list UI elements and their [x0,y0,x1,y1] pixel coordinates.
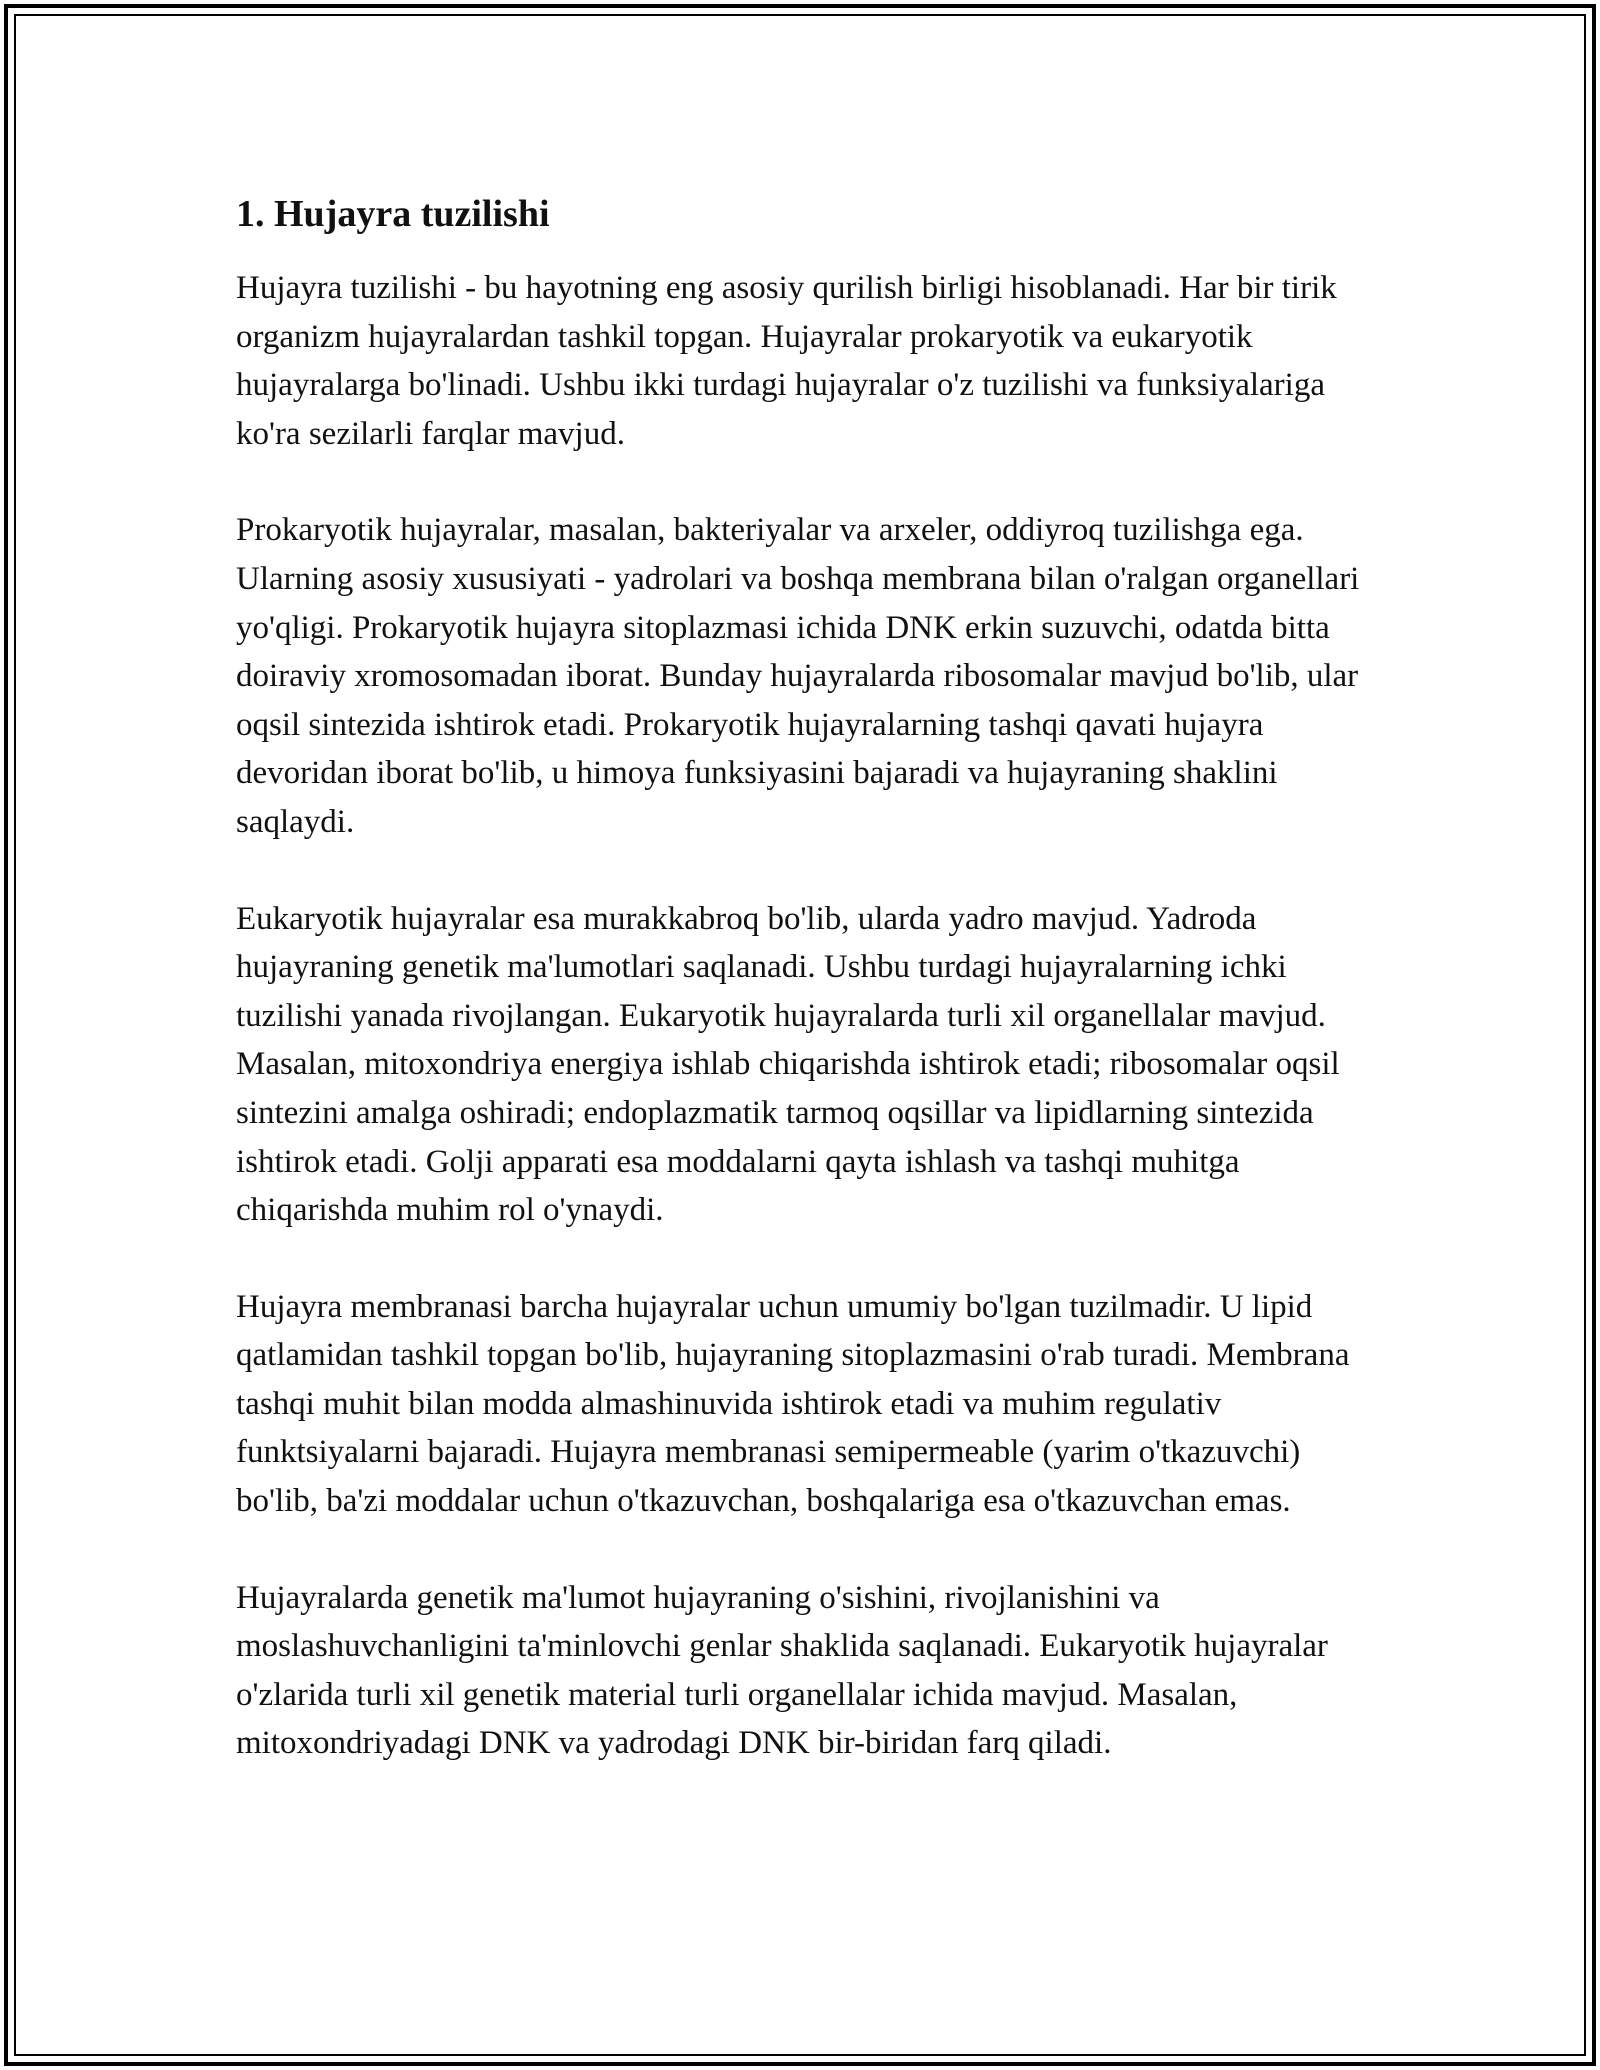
paragraph-membrane: Hujayra membranasi barcha hujayralar uchun umumiy bo'lgan tuzilmadir. U lipid qatlamidan tashkil topgan bo'lib, hujayraning sitoplazmasini o'rab turadi. Membrana tashqi muhit bilan modda almashinuvida ishtirok etadi va muhim regulativ funktsiyalarni bajaradi. Hujayra membranasi semipermeable (yarim o'tkazuvchi) bo'lib, ba'zi moddalar uchun o'tkazuvchan, boshqalariga esa o'tkazuvchan emas. [236,1288,1350,1520]
document-body [236,186,1376,1816]
paragraph-intro: Hujayra tuzilishi - bu hayotning eng asosiy qurilish birligi hisoblanadi. Har bir tirik organizm hujayralardan tashkil topgan. Hujayralar prokaryotik va eukaryotik hujayralarga bo'linadi. Ushbu ikki turdagi hujayralar o'z tuzilishi va funksiyalariga ko'ra sezilarli farqlar mavjud. [236,270,1337,452]
section-title: 1. Hujayra tuzilishi [236,193,550,235]
paragraph-prokaryotic: Prokaryotik hujayralar, masalan, bakteriyalar va arxeler, oddiyroq tuzilishga ega. Ularning asosiy xususiyati - yadrolari va boshqa membrana bilan o'ralgan organellari yo'qligi. Prokaryotik hujayra sitoplazmasi ichida DNK erkin suzuvchi, odatda bitta doiraviy xromosomadan iborat. Bunday hujayralarda ribosomalar mavjud bo'lib, ular oqsil sintezida ishtirok etadi. Prokaryotik hujayralarning tashqi qavati hujayra devoridan iborat bo'lib, u himoya funksiyasini bajaradi va hujayraning shaklini saqlaydi. [236,512,1360,840]
paragraph-genetic: Hujayralarda genetik ma'lumot hujayraning o'sishini, rivojlanishini va moslashuvchanligini ta'minlovchi genlar shaklida saqlanadi. Eukaryotik hujayralar o'zlarida turli xil genetik material turli organellalar ichida mavjud. Masalan, mitoxondriyadagi DNK va yadrodagi DNK bir-biridan farq qiladi. [236,1579,1328,1762]
paragraph-eukaryotic: Eukaryotik hujayralar esa murakkabroq bo'lib, ularda yadro mavjud. Yadroda hujayraning genetik ma'lumotlari saqlanadi. Ushbu turdagi hujayralarning ichki tuzilishi yanada rivojlangan. Eukaryotik hujayralarda turli xil organellalar mavjud. Masalan, mitoxondriya energiya ishlab chiqarishda ishtirok etadi; ribosomalar oqsil sintezini amalga oshiradi; endoplazmatik tarmoq oqsillar va lipidlarning sintezida ishtirok etadi. Golji apparati esa moddalarni qayta ishlash va tashqi muhitga chiqarishda muhim rol o'ynaydi. [236,900,1340,1229]
